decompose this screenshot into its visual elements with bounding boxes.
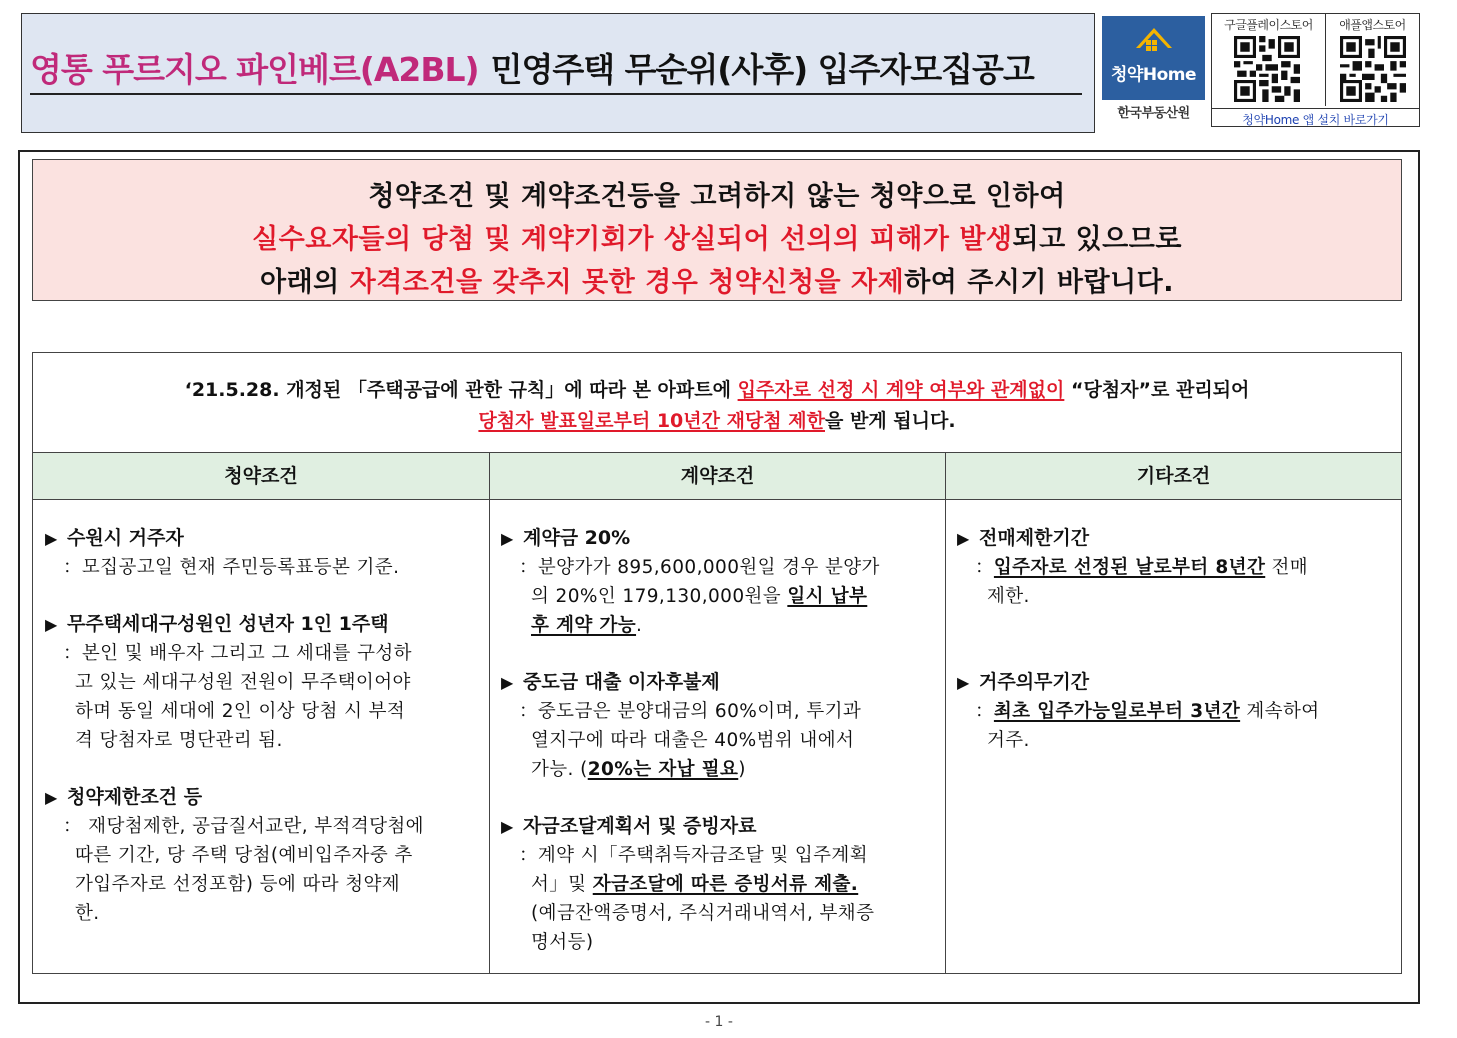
condition-item bbox=[501, 811, 937, 957]
contract-conditions bbox=[501, 523, 937, 957]
notice-line-1-a: ‘21.5.28. 개정된 「주택공급에 관한 규칙」에 따라 본 아파트에 bbox=[184, 379, 738, 401]
condition-title: 계약금 20% bbox=[523, 527, 631, 549]
condition-text-part: 서」및 bbox=[531, 874, 593, 895]
condition-title: 무주택세대구성원인 성년자 1인 1주택 bbox=[67, 613, 389, 635]
condition-text-line bbox=[519, 755, 937, 784]
notice-line-2-b: 을 받게 됩니다. bbox=[825, 410, 956, 432]
condition-text-emphasis: 후 계약 가능 bbox=[531, 615, 637, 636]
condition-text-emphasis: 일시 납부 bbox=[787, 586, 868, 607]
conditions-table bbox=[32, 352, 1402, 974]
warning-box bbox=[32, 159, 1402, 301]
condition-text-part: ) bbox=[738, 759, 746, 780]
title-underline bbox=[30, 93, 1082, 95]
condition-text-line: ：중도금은 분양대금의 60%이며, 투기과 bbox=[519, 701, 862, 722]
condition-title: 자금조달계획서 및 증빙자료 bbox=[523, 815, 757, 837]
condition-text-line: 고 있는 세대구성원 전원이 무주택이어야 bbox=[75, 672, 411, 693]
condition-text: ：모집공고일 현재 주민등록표등본 기준. bbox=[63, 557, 400, 578]
condition-text-emphasis: 자금조달에 따른 증빙서류 제출. bbox=[592, 874, 859, 895]
house-roof-icon bbox=[1102, 16, 1205, 64]
warning-line-3-red: 자격조건을 갖추지 못한 경우 청약신청을 자제 bbox=[349, 267, 905, 298]
qr-divider bbox=[1325, 14, 1326, 106]
condition-text-line: ：계약 시「주택취득자금조달 및 입주계획 bbox=[519, 845, 868, 866]
triangle-bullet-icon: ▶ bbox=[45, 529, 58, 548]
logo-organization: 한국부동산원 bbox=[1117, 106, 1190, 121]
title-complex-name: 영통 푸르지오 파인베르(A2BL) bbox=[30, 50, 479, 89]
condition-text-line bbox=[519, 870, 937, 899]
condition-text-line: 하며 동일 세대에 2인 이상 당첨 시 부적 bbox=[75, 701, 406, 722]
condition-title: 거주의무기간 bbox=[979, 671, 1090, 693]
condition-text-line: (예금잔액증명서, 주식거래내역서, 부채증 bbox=[531, 903, 875, 924]
rewinning-notice bbox=[33, 353, 1401, 451]
triangle-bullet-icon: ▶ bbox=[45, 788, 58, 807]
condition-text-line: 명서등) bbox=[531, 932, 594, 953]
warning-line-2 bbox=[33, 217, 1401, 256]
column-divider-2 bbox=[945, 452, 946, 974]
warning-line-3 bbox=[33, 260, 1401, 299]
condition-text-part: ： bbox=[975, 557, 994, 578]
condition-item bbox=[957, 523, 1391, 611]
condition-text-emphasis: 최초 입주가능일로부터 3년간 bbox=[993, 701, 1241, 722]
condition-text bbox=[45, 639, 481, 755]
app-install-link[interactable]: 청약Home 앱 설치 바로가기 bbox=[1212, 108, 1419, 128]
google-play-label: 구글플레이스토어 bbox=[1224, 18, 1313, 32]
condition-text-line bbox=[519, 582, 937, 611]
condition-item bbox=[45, 609, 481, 755]
notice-line-1-red: 입주자로 선정 시 계약 여부와 관계없이 bbox=[737, 379, 1065, 401]
condition-text-part: 전매 bbox=[1265, 557, 1309, 578]
notice-line-1 bbox=[33, 375, 1401, 402]
logo-text: 청약Home bbox=[1111, 65, 1196, 85]
condition-text-line: 가입주자로 선정포함) 등에 따라 청약제 bbox=[75, 874, 401, 895]
condition-title: 청약제한조건 등 bbox=[67, 786, 203, 808]
title-notice-type: 민영주택 무순위(사후) 입주자모집공고 bbox=[490, 50, 1034, 89]
apple-store-qr-icon[interactable] bbox=[1340, 36, 1406, 102]
condition-text-line: 따른 기간, 당 주택 당첨(예비입주자중 추 bbox=[75, 845, 413, 866]
condition-text-line: ：분양가가 895,600,000원일 경우 분양가 bbox=[519, 557, 880, 578]
condition-item bbox=[45, 523, 481, 582]
google-play-qr-icon[interactable] bbox=[1234, 36, 1300, 102]
notice-line-1-b: “당첨자”로 관리되어 bbox=[1064, 379, 1250, 401]
condition-text-line bbox=[975, 697, 1391, 726]
column-header-contract: 계약조건 bbox=[489, 452, 946, 500]
warning-line-2-rest: 되고 있으므로 bbox=[1012, 224, 1182, 255]
condition-text-part: 가능. ( bbox=[531, 759, 588, 780]
triangle-bullet-icon: ▶ bbox=[45, 615, 58, 634]
page-title bbox=[30, 44, 1086, 91]
cheongyak-home-logo[interactable] bbox=[1102, 16, 1205, 126]
triangle-bullet-icon: ▶ bbox=[957, 529, 970, 548]
subscription-conditions bbox=[45, 523, 481, 928]
warning-line-3-b: 하여 주시기 바랍니다. bbox=[904, 267, 1174, 298]
condition-text-line: 제한. bbox=[987, 586, 1030, 607]
notice-line-2-red: 당첨자 발표일로부터 10년간 재당첨 제한 bbox=[478, 410, 825, 432]
condition-text-line bbox=[519, 611, 937, 640]
condition-title: 전매제한기간 bbox=[979, 527, 1090, 549]
triangle-bullet-icon: ▶ bbox=[501, 673, 514, 692]
condition-text-part: . bbox=[636, 615, 643, 636]
condition-text-line: ： 재당첨제한, 공급질서교란, 부적격당첨에 bbox=[63, 816, 424, 837]
warning-line-1: 청약조건 및 계약조건등을 고려하지 않는 청약으로 인하여 bbox=[368, 181, 1066, 212]
condition-text-part: 계속하여 bbox=[1240, 701, 1320, 722]
condition-text-line: ：본인 및 배우자 그리고 그 세대를 구성하 bbox=[63, 643, 412, 664]
notice-line-2 bbox=[33, 406, 1401, 433]
condition-text-line: 열지구에 따라 대출은 40%범위 내에서 bbox=[531, 730, 855, 751]
triangle-bullet-icon: ▶ bbox=[501, 817, 514, 836]
column-divider-1 bbox=[489, 452, 490, 974]
condition-item bbox=[501, 523, 937, 640]
condition-text-line: 거주. bbox=[987, 730, 1030, 751]
condition-text bbox=[957, 553, 1391, 611]
other-conditions bbox=[957, 523, 1391, 755]
condition-item bbox=[957, 667, 1391, 755]
condition-item bbox=[501, 667, 937, 784]
condition-text bbox=[501, 841, 937, 957]
apple-store-label: 애플앱스토어 bbox=[1339, 18, 1406, 32]
condition-text-line: 한. bbox=[75, 903, 100, 924]
page-number: - 1 - bbox=[705, 1014, 733, 1030]
column-header-subscription: 청약조건 bbox=[33, 452, 489, 500]
warning-line-2-red: 실수요자들의 당첨 및 계약기회가 상실되어 선의의 피해가 발생 bbox=[252, 224, 1013, 255]
condition-text-line bbox=[975, 553, 1391, 582]
condition-title: 중도금 대출 이자후불제 bbox=[523, 671, 720, 693]
condition-text bbox=[957, 697, 1391, 755]
condition-text-line: 격 당첨자로 명단관리 됨. bbox=[75, 730, 283, 751]
triangle-bullet-icon: ▶ bbox=[957, 673, 970, 692]
condition-text bbox=[501, 697, 937, 784]
condition-title: 수원시 거주자 bbox=[67, 527, 184, 549]
column-header-other: 기타조건 bbox=[946, 452, 1401, 500]
app-download-box bbox=[1211, 13, 1420, 127]
condition-item bbox=[45, 782, 481, 928]
condition-text-part: ： bbox=[975, 701, 994, 722]
warning-line-3-a: 아래의 bbox=[259, 267, 350, 298]
condition-text bbox=[501, 553, 937, 640]
condition-text-emphasis: 20%는 자납 필요 bbox=[587, 759, 739, 780]
condition-text bbox=[45, 812, 481, 928]
triangle-bullet-icon: ▶ bbox=[501, 529, 514, 548]
condition-text-emphasis: 입주자로 선정된 날로부터 8년간 bbox=[993, 557, 1266, 578]
condition-text-part: 의 20%인 179,130,000원을 bbox=[531, 586, 788, 607]
